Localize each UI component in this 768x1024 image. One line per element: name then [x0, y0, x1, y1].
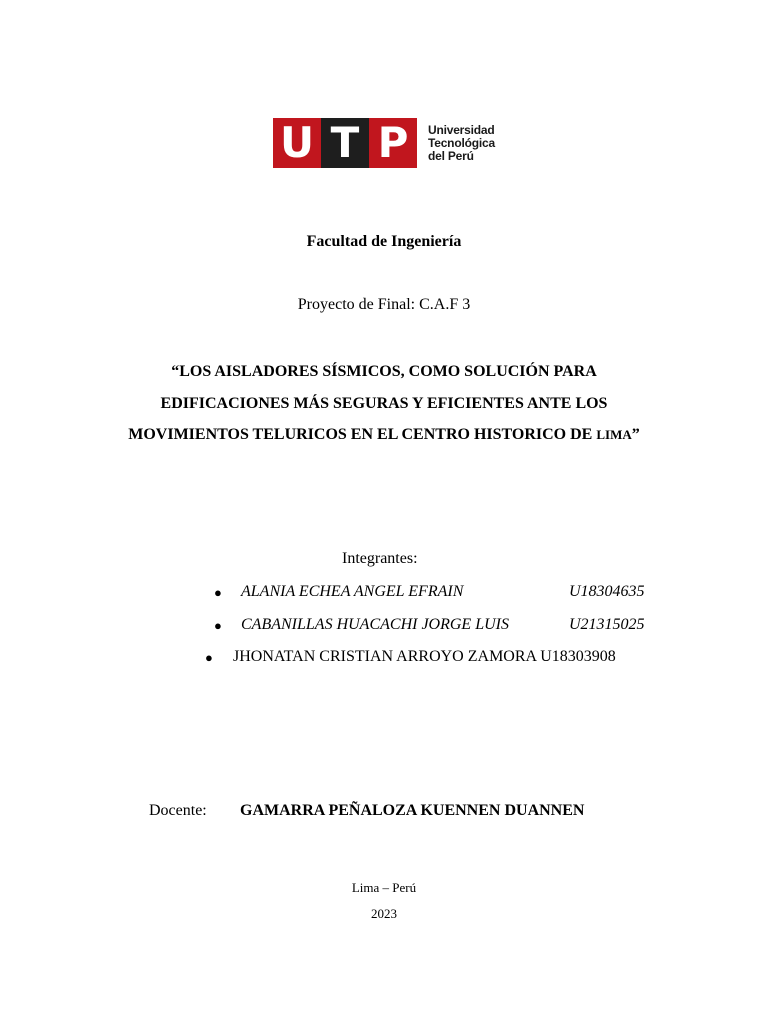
title-line-3-main: MOVIMIENTOS TELURICOS EN EL CENTRO HISTORICO DE [128, 426, 597, 443]
members-label: Integrantes: [342, 550, 418, 567]
project-subtitle: Proyecto de Final: C.A.F 3 [297, 296, 471, 313]
member-1-name: ALANIA ECHEA ANGEL EFRAIN [241, 583, 464, 600]
title-line-1: “LOS AISLADORES SÍSMICOS, COMO SOLUCIÓN PARA [171, 363, 597, 380]
title-line-3-city: LIMA [596, 427, 632, 442]
member-3-name: JHONATAN CRISTIAN ARROYO ZAMORA U18303908 [233, 648, 616, 665]
bullet-icon: ● [205, 650, 213, 665]
logo-letter-p: P [369, 118, 417, 168]
logo-letter-t: T [321, 118, 369, 168]
utp-logo [273, 118, 495, 168]
logo-university-name [428, 124, 495, 163]
member-1-code: U18304635 [569, 583, 645, 600]
document-title [0, 356, 768, 451]
logo-name-line-2: Tecnológica [428, 135, 495, 150]
logo-name-line-3: del Perú [428, 148, 474, 163]
member-2-name: CABANILLAS HUACACHI JORGE LUIS [241, 616, 509, 633]
logo-name-line-1: Universidad [428, 122, 495, 137]
utp-logo-mark [273, 118, 417, 168]
year: 2023 [371, 906, 397, 921]
title-line-3 [0, 419, 768, 451]
title-line-3-end: ” [631, 426, 640, 443]
city-country: Lima – Perú [351, 880, 417, 895]
bullet-icon: ● [214, 618, 222, 633]
faculty-heading: Facultad de Ingeniería [306, 233, 462, 250]
member-2-code: U21315025 [569, 616, 645, 633]
docente-label: Docente: [149, 802, 207, 819]
title-line-2: EDIFICACIONES MÁS SEGURAS Y EFICIENTES ANTE LOS [160, 394, 608, 412]
logo-letter-u: U [273, 118, 321, 168]
bullet-icon: ● [214, 585, 222, 600]
docente-name: GAMARRA PEÑALOZA KUENNEN DUANNEN [240, 802, 585, 819]
